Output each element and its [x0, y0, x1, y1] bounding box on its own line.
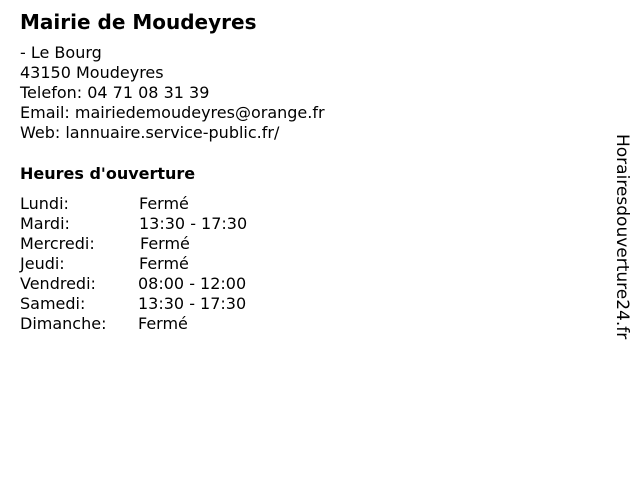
- website-line: Web: lannuaire.service-public.fr/: [20, 123, 280, 142]
- hours-row-wednesday: [20, 234, 320, 254]
- hours-row-saturday: [20, 294, 320, 314]
- address-city: 43150 Moudeyres: [20, 63, 164, 82]
- day-label: Samedi:: [20, 294, 86, 313]
- opening-hours-table: [20, 194, 320, 334]
- opening-hours-heading: Heures d'ouverture: [20, 164, 196, 183]
- hours-row-sunday: [20, 314, 320, 334]
- address-street: - Le Bourg: [20, 43, 102, 62]
- address-block: [20, 43, 325, 143]
- day-label: Lundi:: [20, 194, 69, 213]
- time-value: 08:00 - 12:00: [138, 274, 247, 293]
- email-line: Email: mairiedemoudeyres@orange.fr: [20, 103, 325, 122]
- day-label: Mercredi:: [20, 234, 95, 253]
- time-value: Fermé: [140, 234, 190, 253]
- time-value: Fermé: [139, 254, 189, 273]
- site-watermark: Horairesdouverture24.fr: [612, 134, 632, 340]
- day-label: Mardi:: [20, 214, 70, 233]
- phone-line: Telefon: 04 71 08 31 39: [20, 83, 210, 102]
- day-label: Jeudi:: [20, 254, 65, 273]
- hours-row-friday: [20, 274, 320, 294]
- time-value: 13:30 - 17:30: [138, 294, 247, 313]
- hours-row-tuesday: [20, 214, 320, 234]
- time-value: Fermé: [139, 194, 189, 213]
- day-label: Vendredi:: [20, 274, 96, 293]
- hours-row-monday: [20, 194, 320, 214]
- day-label: Dimanche:: [20, 314, 107, 333]
- time-value: Fermé: [138, 314, 188, 333]
- page-title: Mairie de Moudeyres: [20, 10, 257, 34]
- hours-row-thursday: [20, 254, 320, 274]
- time-value: 13:30 - 17:30: [139, 214, 248, 233]
